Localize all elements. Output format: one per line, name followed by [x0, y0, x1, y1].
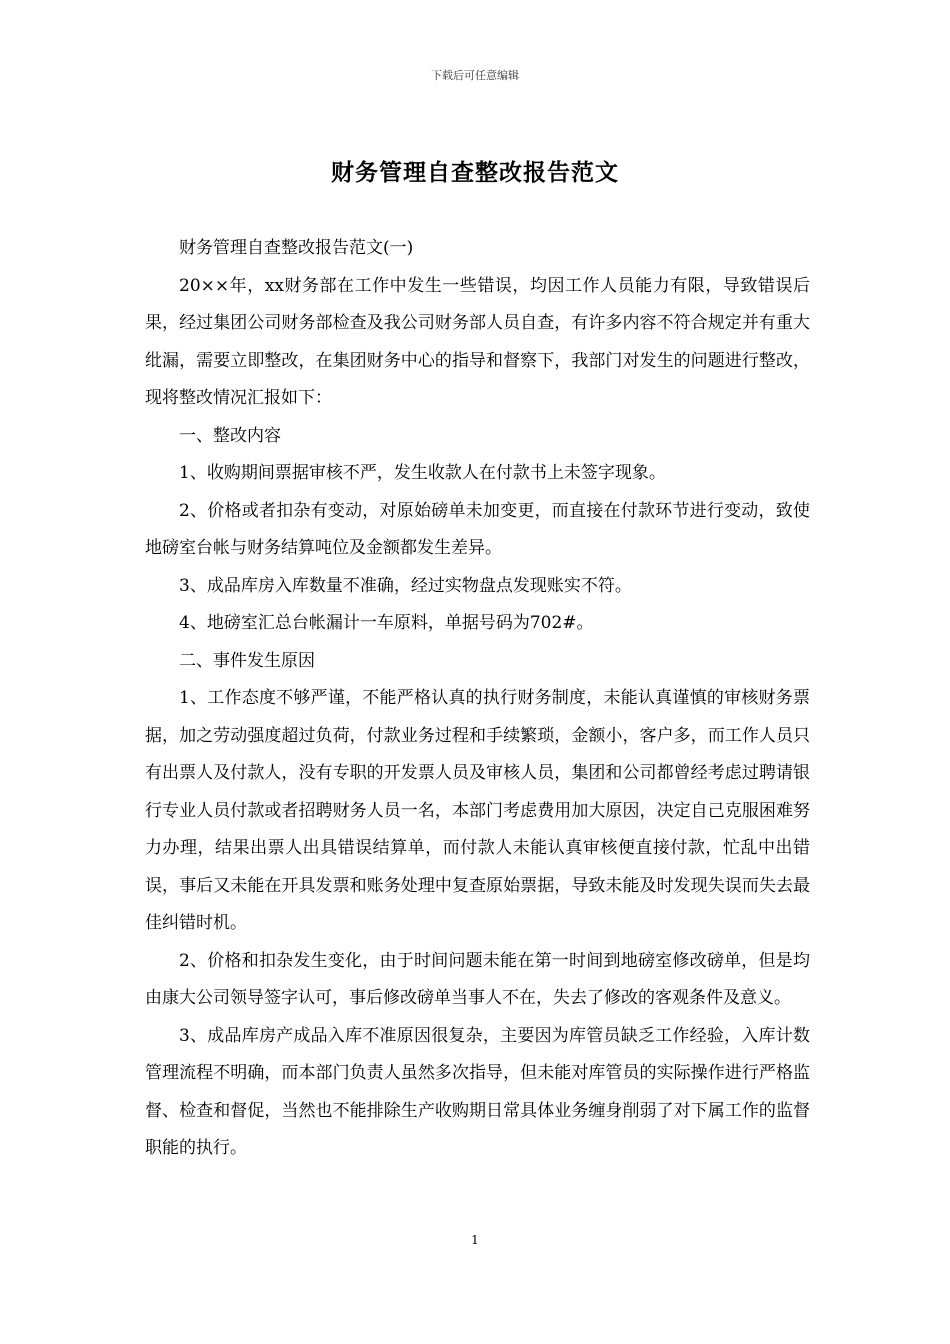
- paragraph-item: 3、成品库房产成品入库不准原因很复杂，主要因为库管员缺乏工作经验，入库计数管理流程不明确，而本部门负责人虽然多次指导，但未能对库管员的实际操作进行严格监督、检查和督促，当然也不能排除生产收购期日常具体业务缠身削弱了对下属工作的监督职能的执行。: [145, 1025, 810, 1158]
- paragraph-item: 1、收购期间票据审核不严，发生收款人在付款书上未签字现象。: [179, 463, 666, 483]
- document-body: [145, 230, 810, 1168]
- document-title: 财务管理自查整改报告范文: [331, 159, 619, 186]
- section-heading-rectification: 一、整改内容: [179, 425, 281, 446]
- paragraph-intro: 20××年，xx财务部在工作中发生一些错误，均因工作人员能力有限，导致错误后果，经过集团公司财务部检查及我公司财务部人员自查，有许多内容不符合规定并有重大纰漏，需要立即整改，在集团财务中心的指导和督察下，我部门对发生的问题进行整改，现将整改情况汇报如下：: [145, 275, 810, 408]
- header-note: 下载后可任意编辑: [431, 69, 519, 82]
- paragraph-item: 2、价格或者扣杂有变动，对原始磅单未加变更，而直接在付款环节进行变动，致使地磅室台帐与财务结算吨位及金额都发生差异。: [145, 500, 810, 558]
- page-number: 1: [471, 1233, 479, 1247]
- paragraph-item: 4、地磅室汇总台帐漏计一车原料，单据号码为702#。: [179, 613, 594, 633]
- section-heading-causes: 二、事件发生原因: [179, 650, 315, 671]
- paragraph-item: 1、工作态度不够严谨，不能严格认真的执行财务制度，未能认真谨慎的审核财务票据，加之劳动强度超过负荷，付款业务过程和手续繁琐，金额小，客户多，而工作人员只有出票人及付款人，没有专职的开发票人员及审核人员，集团和公司都曾经考虑过聘请银行专业人员付款或者招聘财务人员一名，本部门考虑费用加大原因，决定自己克服困难努力办理，结果出票人出具错误结算单，而付款人未能认真审核便直接付款，忙乱中出错误，事后又未能在开具发票和账务处理中复查原始票据，导致未能及时发现失误而失去最佳纠错时机。: [145, 688, 810, 933]
- paragraph-subtitle: 财务管理自查整改报告范文(一): [179, 238, 414, 258]
- paragraph-item: 2、价格和扣杂发生变化，由于时间问题未能在第一时间到地磅室修改磅单，但是均由康大公司领导签字认可，事后修改磅单当事人不在，失去了修改的客观条件及意义。: [145, 950, 810, 1008]
- paragraph-item: 3、成品库房入库数量不准确，经过实物盘点发现账实不符。: [179, 575, 632, 596]
